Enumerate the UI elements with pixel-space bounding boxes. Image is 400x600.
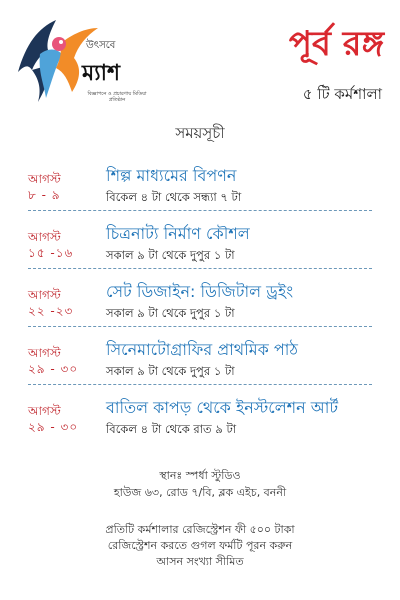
session-days: ২২ -২৩ — [28, 304, 74, 318]
session-item — [28, 276, 372, 327]
session-time: বিকেল ৪ টা থেকে রাত ৯ টা — [106, 422, 237, 436]
session-item — [28, 334, 372, 385]
session-item — [28, 160, 372, 211]
limited-seats-note: আসন সংখ্যা সীমিত — [156, 555, 244, 568]
schedule-heading: সময়সূচী — [175, 124, 225, 142]
session-title: শিল্প মাধ্যমের বিপণন — [106, 166, 237, 185]
registration-fee-note: প্রতিটি কর্মশালার রেজিস্ট্রেশন ফী ৫০০ টাকা — [105, 523, 295, 536]
registration-form-note: রেজিস্ট্রেশন করতে গুগল ফর্মটি পূরন করুন — [107, 539, 293, 552]
session-days: ২৯ - ৩০ — [28, 420, 79, 434]
logo-tagline: বিজ্ঞাপনে ও প্রচারণায় মিডিয়া প্রতিষ্ঠান — [87, 91, 147, 103]
session-title: বাতিল কাপড় থেকে ইনস্টলেশন আর্ট — [106, 398, 339, 417]
session-item — [28, 392, 372, 442]
session-item — [28, 218, 372, 269]
session-month: আগস্ট — [28, 288, 61, 302]
session-list — [28, 160, 372, 449]
workshop-count: ৫ টি কর্মশালা — [302, 85, 382, 103]
session-time: সকাল ৯ টা থেকে দুপুর ১ টা — [106, 306, 235, 320]
session-title: চিত্রনাট্য নির্মাণ কৌশল — [106, 224, 250, 243]
address: হাউজ ৬৩, রোড ৭/বি, ব্লক এইচ, বননী — [113, 486, 287, 499]
session-days: ১৫ -১৬ — [28, 246, 74, 260]
session-month: আগস্ট — [28, 346, 61, 360]
logo — [16, 14, 147, 106]
event-title: পূর্ব রঙ্গ — [288, 24, 384, 64]
session-time: সকাল ৯ টা থেকে দুপুর ১ টা — [106, 364, 235, 378]
session-days: ২৯ - ৩০ — [28, 362, 79, 376]
session-time: বিকেল ৪ টা থেকে সন্ধ্যা ৭ টা — [106, 190, 242, 204]
session-title: সিনেমাটোগ্রাফির প্রাথমিক পাঠ — [106, 340, 298, 359]
session-month: আগস্ট — [28, 404, 61, 418]
logo-name-line1: উৎসবে — [86, 40, 116, 51]
session-title: সেট ডিজাইন: ডিজিটাল ড্রইং — [106, 282, 294, 301]
session-days: ৮ - ৯ — [28, 188, 61, 202]
venue: স্থানঃ স্পর্ধা স্টুডিও — [159, 469, 241, 482]
logo-name-line2: ম্যাশ — [82, 61, 120, 86]
session-month: আগস্ট — [28, 230, 61, 244]
registration-notes — [0, 522, 400, 570]
session-month: আগস্ট — [28, 172, 61, 186]
session-time: সকাল ৯ টা থেকে দুপুর ১ টা — [106, 248, 235, 262]
